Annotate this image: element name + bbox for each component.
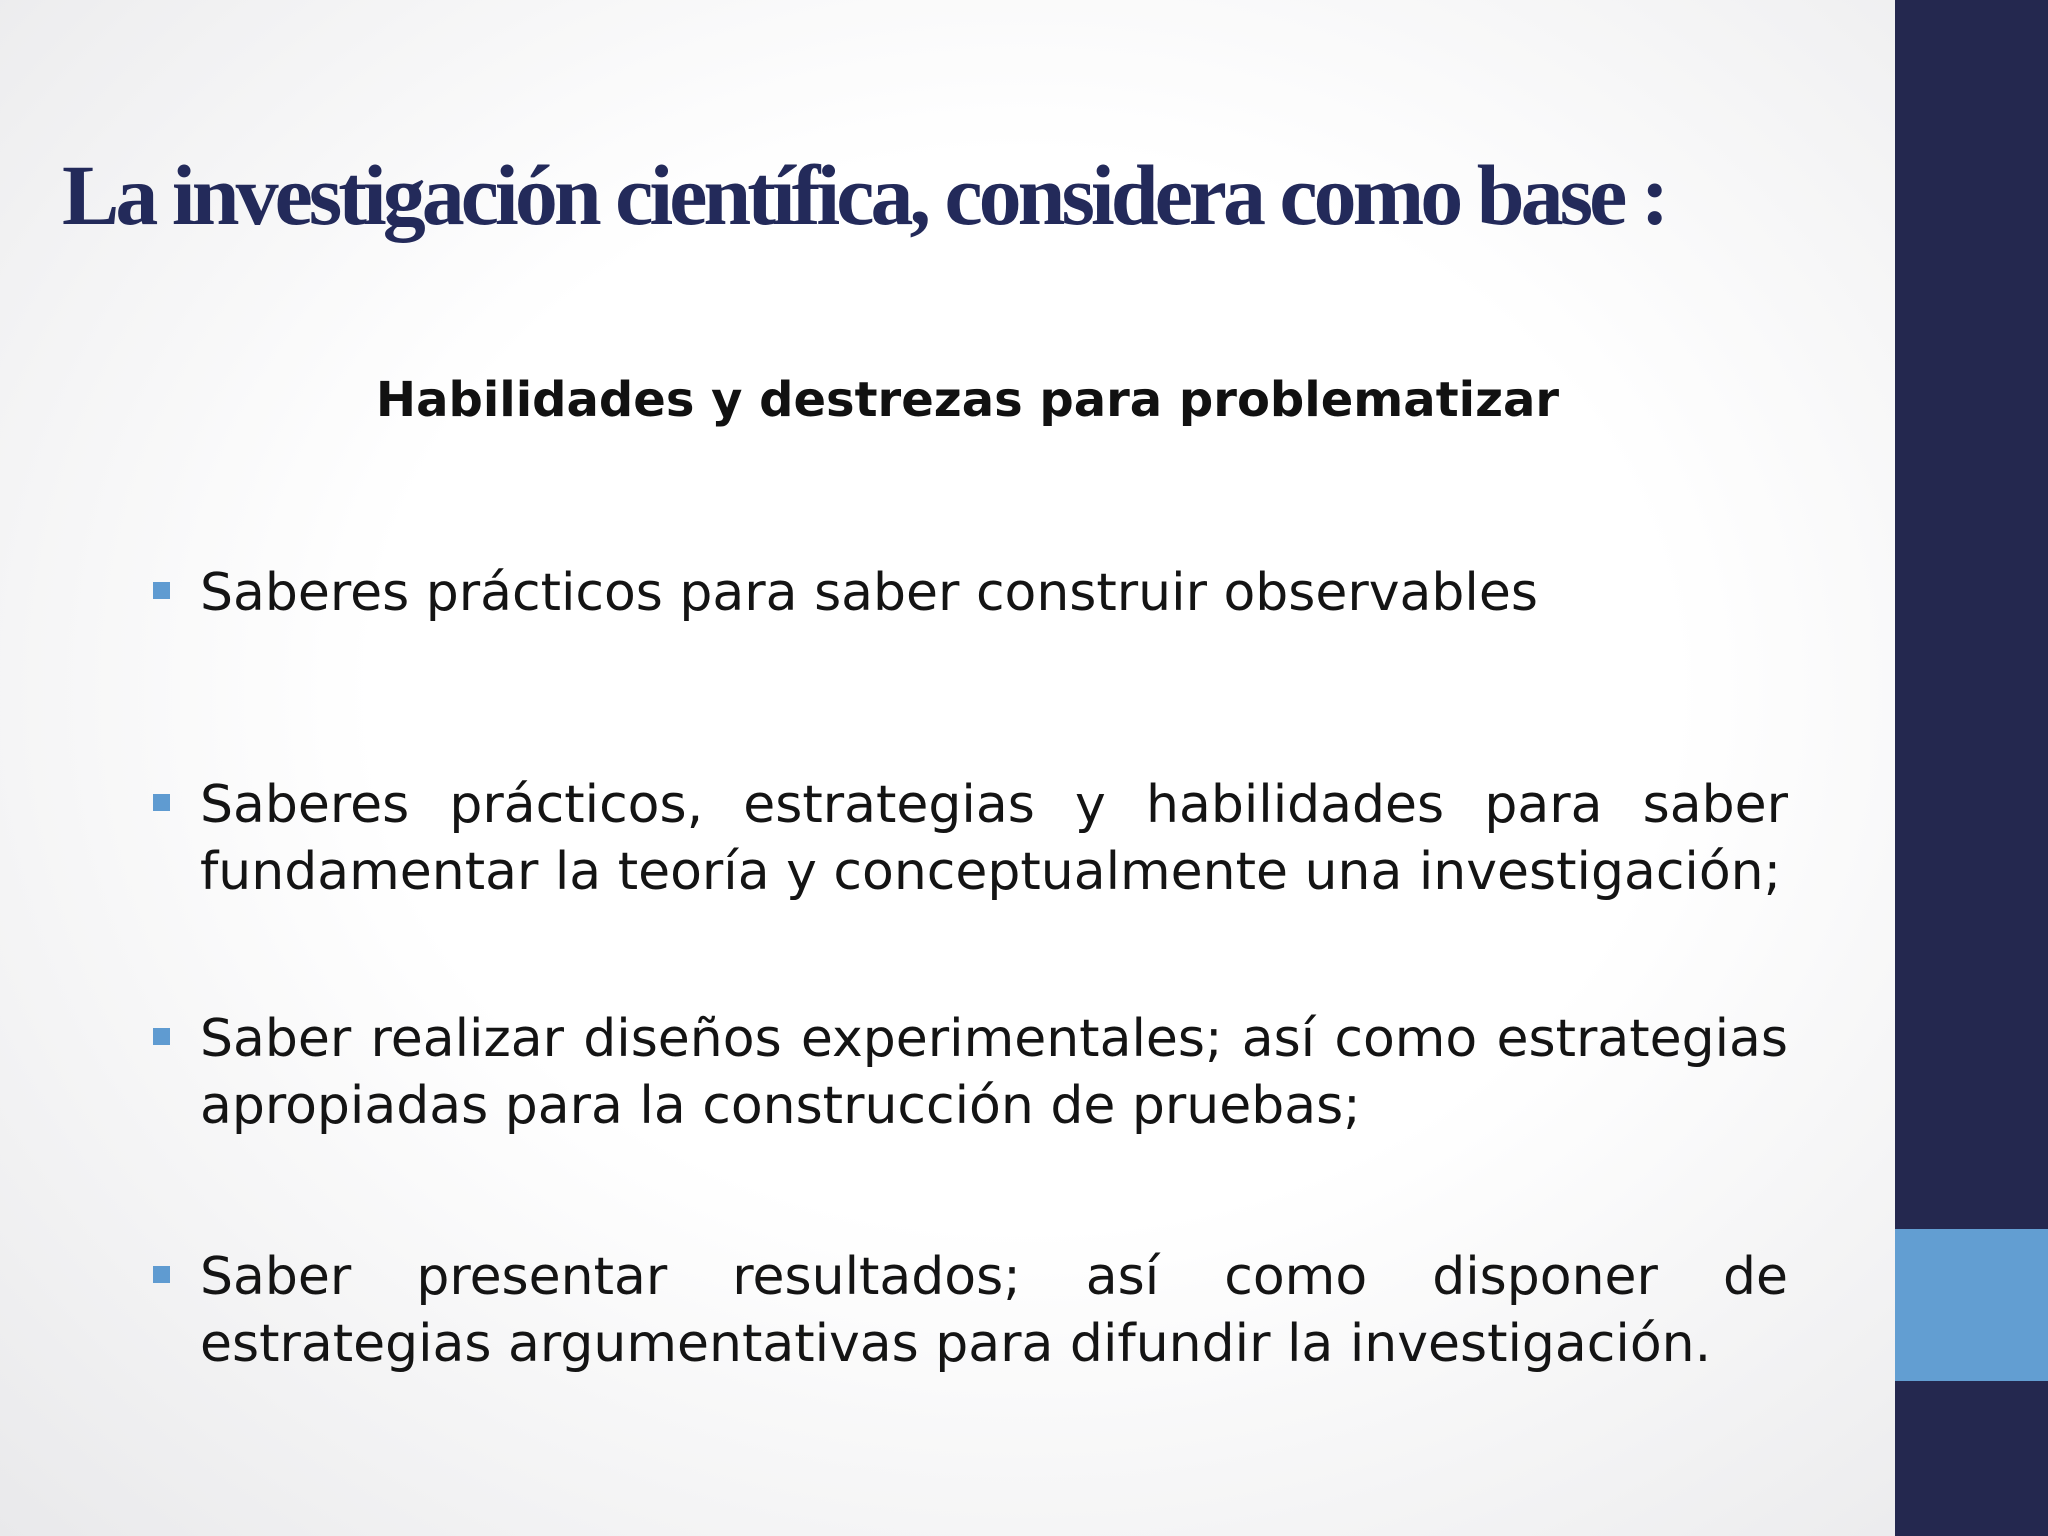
sidebar-accent-block bbox=[1895, 1229, 2048, 1381]
bullet-text: Saber presentar resultados; así como disponer de estrategias argumentativas para difundir la investigación. bbox=[200, 1247, 1788, 1374]
square-bullet-icon bbox=[153, 1028, 170, 1045]
square-bullet-icon bbox=[153, 1266, 170, 1283]
bullet-text: Saberes prácticos, estrategias y habilidades para saber fundamentar la teoría y conceptualmente una investigación; bbox=[200, 775, 1788, 902]
bullet-list bbox=[150, 0, 1790, 1536]
square-bullet-icon bbox=[153, 794, 170, 811]
slide-subtitle: Habilidades y destrezas para problematizar bbox=[375, 372, 1560, 428]
bullet-text: Saberes prácticos para saber construir observables bbox=[200, 563, 1538, 623]
square-bullet-icon bbox=[153, 582, 170, 599]
bullet-text: Saber realizar diseños experimentales; así como estrategias apropiadas para la construcción de pruebas; bbox=[200, 1009, 1788, 1136]
slide-title: La investigación científica, considera como base : bbox=[62, 147, 1666, 243]
